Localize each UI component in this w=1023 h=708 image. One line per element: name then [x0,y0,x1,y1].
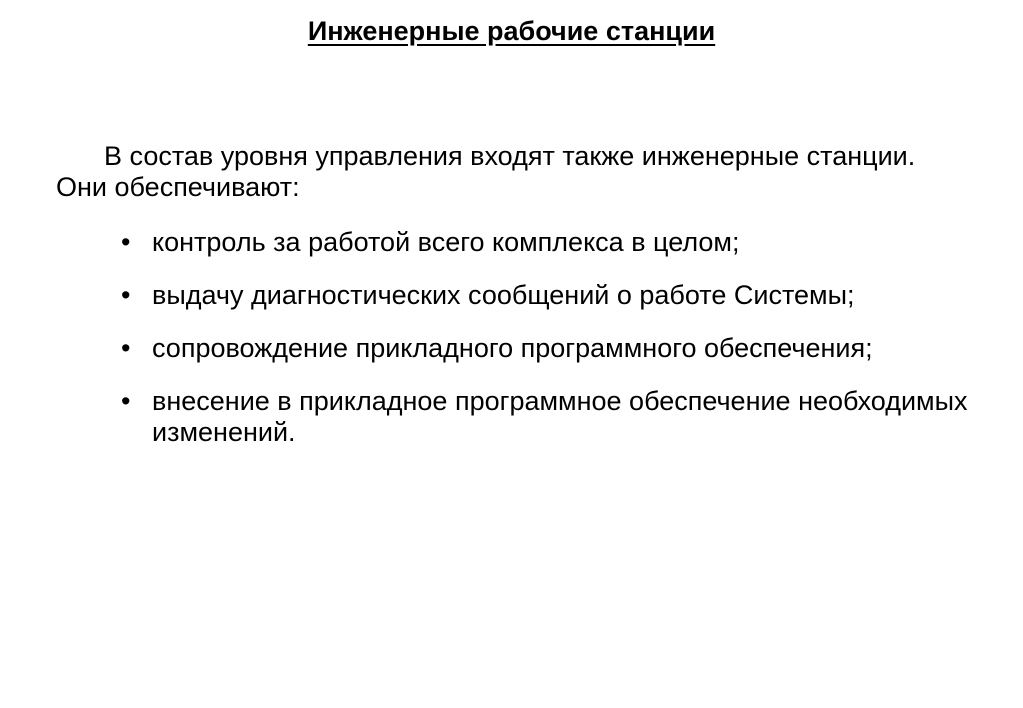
list-item-text: сопровождение прикладного программного обеспечения; [152,333,873,363]
bullet-icon: • [121,280,131,310]
slide-title: Инженерные рабочие станции [307,16,716,46]
list-item-text: контроль за работой всего комплекса в целом; [152,227,740,257]
bullet-icon: • [121,333,131,363]
bullet-icon: • [121,386,131,416]
list-item-text: выдачу диагностических сообщений о работе Системы; [152,280,855,310]
list-item-text: внесение в прикладное программное обеспечение необходимых изменений. [152,386,968,447]
bullet-icon: • [121,227,131,257]
list-item [121,227,1001,258]
list-item [121,333,1001,364]
bullet-list [121,227,1001,470]
list-item [121,280,1001,311]
intro-paragraph: В состав уровня управления входят также инженерные станции. Они обеспечивают: [56,141,916,202]
list-item [121,386,1001,448]
